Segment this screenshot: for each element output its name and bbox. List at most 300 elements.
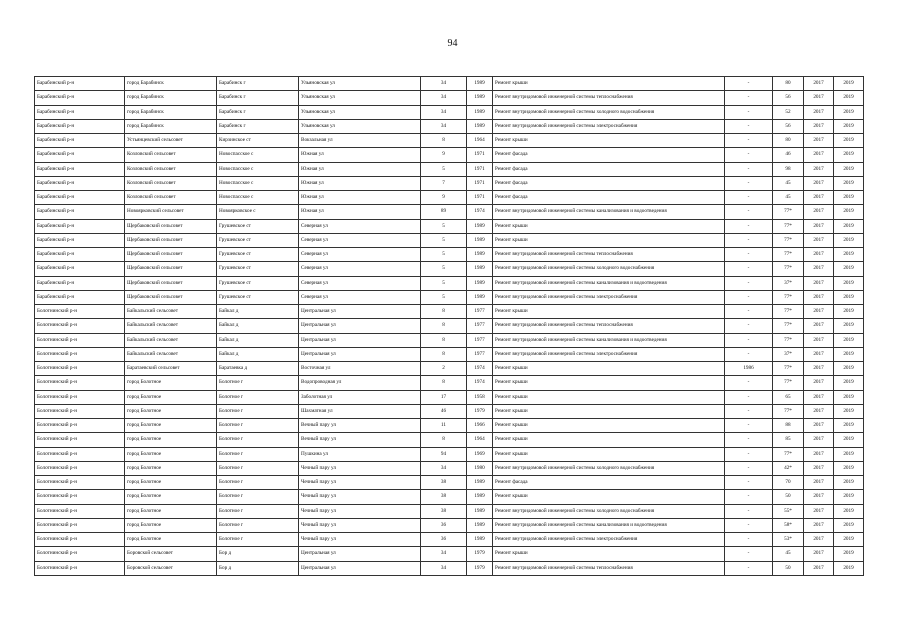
wear-percent-cell: 56 [773,91,804,105]
build-year-cell: 1977 [467,347,493,361]
street-cell: Шахматная ул [299,404,421,418]
district-cell: Барабинский р-н [35,205,125,219]
street-cell: Южная ул [299,191,421,205]
locality-cell: Болотное г [217,533,299,547]
locality-cell: Болотное г [217,404,299,418]
work-type-cell: Ремонт внутридомовой инженерной системы холодного водоснабжения [493,504,725,518]
house-number-cell: 9 [421,191,467,205]
district-cell: Барабинский р-н [35,105,125,119]
last-repair-cell: - [725,290,773,304]
street-cell: Пушкина ул [299,447,421,461]
wear-percent-cell: 77* [773,233,804,247]
last-repair-cell: - [725,561,773,575]
work-type-cell: Ремонт крыши [493,77,725,91]
plan-start-cell: 2017 [804,105,834,119]
district-cell: Болотнинский р-н [35,433,125,447]
plan-end-cell: 2019 [834,533,864,547]
table-row [35,419,864,433]
district-cell: Болотнинский р-н [35,419,125,433]
build-year-cell: 1989 [467,504,493,518]
table-row [35,248,864,262]
plan-end-cell: 2019 [834,91,864,105]
settlement-cell: город Болотное [125,404,217,418]
build-year-cell: 1977 [467,305,493,319]
plan-end-cell: 2019 [834,419,864,433]
house-number-cell: 46 [421,404,467,418]
build-year-cell: 1989 [467,518,493,532]
settlement-cell: город Болотное [125,476,217,490]
house-number-cell: 5 [421,248,467,262]
settlement-cell: город Барабинск [125,105,217,119]
build-year-cell: 1977 [467,319,493,333]
locality-cell: Баратаевка д [217,362,299,376]
plan-end-cell: 2019 [834,433,864,447]
last-repair-cell: - [725,91,773,105]
work-type-cell: Ремонт крыши [493,233,725,247]
plan-start-cell: 2017 [804,362,834,376]
table-row [35,305,864,319]
street-cell: Вечный пару ул [299,433,421,447]
work-type-cell: Ремонт фасада [493,191,725,205]
district-cell: Болотнинский р-н [35,319,125,333]
house-number-cell: 8 [421,134,467,148]
street-cell: Центральная ул [299,561,421,575]
locality-cell: Болотное г [217,476,299,490]
locality-cell: Барабинск г [217,119,299,133]
build-year-cell: 1974 [467,205,493,219]
table-row [35,276,864,290]
locality-cell: Грушевское ст [217,276,299,290]
plan-start-cell: 2017 [804,547,834,561]
plan-start-cell: 2017 [804,333,834,347]
plan-start-cell: 2017 [804,347,834,361]
street-cell: Чечный пару ул [299,490,421,504]
build-year-cell: 1979 [467,561,493,575]
house-number-cell: 34 [421,105,467,119]
settlement-cell: город Болотное [125,433,217,447]
plan-end-cell: 2019 [834,191,864,205]
settlement-cell: Баратаевский сельсовет [125,362,217,376]
plan-end-cell: 2019 [834,134,864,148]
repair-registry-table [34,76,864,576]
district-cell: Барабинский р-н [35,290,125,304]
plan-start-cell: 2017 [804,390,834,404]
table-row [35,176,864,190]
table-row [35,148,864,162]
plan-end-cell: 2019 [834,390,864,404]
street-cell: Водопроводная ул [299,376,421,390]
build-year-cell: 1989 [467,219,493,233]
house-number-cell: 8 [421,333,467,347]
street-cell: Центральная ул [299,333,421,347]
wear-percent-cell: 45 [773,176,804,190]
settlement-cell: Байкальский сельсовет [125,319,217,333]
locality-cell: Новоспасское с [217,148,299,162]
last-repair-cell: - [725,233,773,247]
work-type-cell: Ремонт крыши [493,305,725,319]
street-cell: Северная ул [299,276,421,290]
house-number-cell: 5 [421,233,467,247]
table-row [35,518,864,532]
plan-start-cell: 2017 [804,533,834,547]
build-year-cell: 1969 [467,447,493,461]
plan-start-cell: 2017 [804,419,834,433]
table-row [35,490,864,504]
work-type-cell: Ремонт крыши [493,390,725,404]
settlement-cell: Козловский сельсовет [125,162,217,176]
street-cell: Вечный пару ул [299,419,421,433]
last-repair-cell: - [725,77,773,91]
plan-end-cell: 2019 [834,305,864,319]
house-number-cell: 8 [421,433,467,447]
district-cell: Барабинский р-н [35,276,125,290]
table-row [35,191,864,205]
street-cell: Южная ул [299,176,421,190]
street-cell: Центральная ул [299,319,421,333]
last-repair-cell: 1986 [725,362,773,376]
district-cell: Барабинский р-н [35,91,125,105]
wear-percent-cell: 50 [773,561,804,575]
street-cell: Северная ул [299,262,421,276]
plan-end-cell: 2019 [834,476,864,490]
wear-percent-cell: 37* [773,347,804,361]
last-repair-cell: - [725,547,773,561]
wear-percent-cell: 70 [773,476,804,490]
work-type-cell: Ремонт внутридомовой инженерной системы теплоснабжения [493,319,725,333]
house-number-cell: 8 [421,376,467,390]
plan-start-cell: 2017 [804,191,834,205]
locality-cell: Бор д [217,561,299,575]
table-row [35,504,864,518]
wear-percent-cell: 77* [773,362,804,376]
plan-start-cell: 2017 [804,219,834,233]
build-year-cell: 1989 [467,490,493,504]
plan-end-cell: 2019 [834,518,864,532]
build-year-cell: 1989 [467,105,493,119]
settlement-cell: город Болотное [125,504,217,518]
work-type-cell: Ремонт внутридомовой инженерной системы канализования и водоотведения [493,205,725,219]
plan-end-cell: 2019 [834,119,864,133]
wear-percent-cell: 58* [773,518,804,532]
table-row [35,404,864,418]
work-type-cell: Ремонт фасада [493,476,725,490]
street-cell: Чечный пару ул [299,518,421,532]
district-cell: Болотнинский р-н [35,547,125,561]
table-row [35,390,864,404]
plan-start-cell: 2017 [804,476,834,490]
last-repair-cell: - [725,305,773,319]
work-type-cell: Ремонт внутридомовой инженерной системы электроснабжения [493,290,725,304]
plan-end-cell: 2019 [834,547,864,561]
build-year-cell: 1971 [467,148,493,162]
plan-start-cell: 2017 [804,77,834,91]
locality-cell: Болотное г [217,447,299,461]
settlement-cell: город Болотное [125,419,217,433]
work-type-cell: Ремонт крыши [493,490,725,504]
street-cell: Северная ул [299,248,421,262]
plan-end-cell: 2019 [834,77,864,91]
wear-percent-cell: 45 [773,191,804,205]
plan-end-cell: 2019 [834,333,864,347]
last-repair-cell: - [725,119,773,133]
plan-end-cell: 2019 [834,319,864,333]
street-cell: Ульяновская ул [299,105,421,119]
settlement-cell: город Болотное [125,533,217,547]
locality-cell: Болотное г [217,433,299,447]
settlement-cell: Байкальский сельсовет [125,333,217,347]
house-number-cell: 38 [421,490,467,504]
plan-end-cell: 2019 [834,404,864,418]
settlement-cell: город Болотное [125,390,217,404]
locality-cell: Бор д [217,547,299,561]
work-type-cell: Ремонт внутридомовой инженерной системы холодного водоснабжения [493,262,725,276]
plan-end-cell: 2019 [834,504,864,518]
plan-end-cell: 2019 [834,148,864,162]
build-year-cell: 1964 [467,134,493,148]
build-year-cell: 1964 [467,433,493,447]
wear-percent-cell: 42* [773,461,804,475]
locality-cell: Грушевское ст [217,262,299,276]
street-cell: Ульяновская ул [299,119,421,133]
work-type-cell: Ремонт внутридомовой инженерной системы канализования и водоотведения [493,518,725,532]
locality-cell: Байкал д [217,333,299,347]
wear-percent-cell: 77* [773,376,804,390]
work-type-cell: Ремонт крыши [493,362,725,376]
plan-end-cell: 2019 [834,447,864,461]
plan-start-cell: 2017 [804,205,834,219]
plan-end-cell: 2019 [834,205,864,219]
wear-percent-cell: 77* [773,447,804,461]
table-row [35,162,864,176]
plan-end-cell: 2019 [834,233,864,247]
table-row [35,233,864,247]
plan-start-cell: 2017 [804,305,834,319]
district-cell: Барабинский р-н [35,77,125,91]
plan-start-cell: 2017 [804,504,834,518]
page-number: 94 [447,38,458,49]
plan-end-cell: 2019 [834,347,864,361]
locality-cell: Болотное г [217,504,299,518]
district-cell: Болотнинский р-н [35,305,125,319]
plan-end-cell: 2019 [834,490,864,504]
wear-percent-cell: 65 [773,390,804,404]
district-cell: Барабинский р-н [35,248,125,262]
locality-cell: Байкал д [217,319,299,333]
plan-start-cell: 2017 [804,561,834,575]
street-cell: Чечный пару ул [299,476,421,490]
street-cell: Южная ул [299,162,421,176]
work-type-cell: Ремонт внутридомовой инженерной системы холодного водоснабжения [493,105,725,119]
wear-percent-cell: 77* [773,404,804,418]
settlement-cell: Щербаковский сельсовет [125,290,217,304]
locality-cell: Болотное г [217,376,299,390]
build-year-cell: 1977 [467,333,493,347]
table-row [35,205,864,219]
last-repair-cell: - [725,533,773,547]
district-cell: Болотнинский р-н [35,533,125,547]
wear-percent-cell: 55* [773,504,804,518]
street-cell: Чечный пару ул [299,504,421,518]
settlement-cell: город Барабинск [125,91,217,105]
plan-end-cell: 2019 [834,376,864,390]
build-year-cell: 1989 [467,233,493,247]
plan-end-cell: 2019 [834,290,864,304]
street-cell: Северная ул [299,290,421,304]
table-row [35,547,864,561]
build-year-cell: 1974 [467,362,493,376]
house-number-cell: 36 [421,518,467,532]
work-type-cell: Ремонт крыши [493,219,725,233]
settlement-cell: Устьянцевский сельсовет [125,134,217,148]
plan-start-cell: 2017 [804,148,834,162]
house-number-cell: 34 [421,547,467,561]
last-repair-cell: - [725,504,773,518]
last-repair-cell: - [725,176,773,190]
plan-start-cell: 2017 [804,262,834,276]
street-cell: Ульяновская ул [299,91,421,105]
plan-start-cell: 2017 [804,276,834,290]
build-year-cell: 1979 [467,404,493,418]
street-cell: Северная ул [299,233,421,247]
wear-percent-cell: 77* [773,205,804,219]
plan-start-cell: 2017 [804,404,834,418]
house-number-cell: 17 [421,390,467,404]
house-number-cell: 5 [421,262,467,276]
table-row [35,119,864,133]
work-type-cell: Ремонт фасада [493,162,725,176]
last-repair-cell: - [725,162,773,176]
district-cell: Барабинский р-н [35,191,125,205]
wear-percent-cell: 56 [773,119,804,133]
district-cell: Болотнинский р-н [35,504,125,518]
plan-start-cell: 2017 [804,319,834,333]
build-year-cell: 1971 [467,162,493,176]
house-number-cell: 5 [421,219,467,233]
district-cell: Барабинский р-н [35,262,125,276]
last-repair-cell: - [725,376,773,390]
plan-end-cell: 2019 [834,262,864,276]
table-row [35,262,864,276]
street-cell: Восточная ул [299,362,421,376]
last-repair-cell: - [725,518,773,532]
locality-cell: Новоспасское с [217,176,299,190]
table-row [35,461,864,475]
table-row [35,77,864,91]
table-row [35,134,864,148]
house-number-cell: 8 [421,319,467,333]
house-number-cell: 34 [421,91,467,105]
last-repair-cell: - [725,262,773,276]
table-row [35,333,864,347]
house-number-cell: 34 [421,461,467,475]
plan-start-cell: 2017 [804,433,834,447]
table-row [35,347,864,361]
last-repair-cell: - [725,404,773,418]
settlement-cell: город Болотное [125,376,217,390]
last-repair-cell: - [725,276,773,290]
settlement-cell: город Барабинск [125,77,217,91]
work-type-cell: Ремонт фасада [493,176,725,190]
build-year-cell: 1989 [467,91,493,105]
build-year-cell: 1989 [467,262,493,276]
wear-percent-cell: 77* [773,333,804,347]
build-year-cell: 1989 [467,533,493,547]
district-cell: Болотнинский р-н [35,461,125,475]
table-row [35,561,864,575]
settlement-cell: Байкальский сельсовет [125,347,217,361]
house-number-cell: 7 [421,176,467,190]
wear-percent-cell: 77* [773,290,804,304]
last-repair-cell: - [725,219,773,233]
table-row [35,290,864,304]
plan-start-cell: 2017 [804,518,834,532]
work-type-cell: Ремонт крыши [493,547,725,561]
house-number-cell: 5 [421,162,467,176]
build-year-cell: 1989 [467,119,493,133]
work-type-cell: Ремонт внутридомовой инженерной системы электроснабжения [493,119,725,133]
work-type-cell: Ремонт крыши [493,447,725,461]
build-year-cell: 1958 [467,390,493,404]
work-type-cell: Ремонт внутридомовой инженерной системы теплоснабжения [493,91,725,105]
last-repair-cell: - [725,205,773,219]
settlement-cell: город Болотное [125,447,217,461]
settlement-cell: город Болотное [125,518,217,532]
district-cell: Болотнинский р-н [35,447,125,461]
locality-cell: Байкал д [217,305,299,319]
district-cell: Болотнинский р-н [35,404,125,418]
wear-percent-cell: 45 [773,547,804,561]
plan-end-cell: 2019 [834,276,864,290]
wear-percent-cell: 46 [773,148,804,162]
table-row [35,105,864,119]
build-year-cell: 1966 [467,419,493,433]
settlement-cell: Козловский сельсовет [125,148,217,162]
locality-cell: Барабинск г [217,105,299,119]
build-year-cell: 1989 [467,276,493,290]
wear-percent-cell: 77* [773,319,804,333]
settlement-cell: Щербаковский сельсовет [125,248,217,262]
plan-start-cell: 2017 [804,490,834,504]
locality-cell: Новоярковское с [217,205,299,219]
build-year-cell: 1979 [467,547,493,561]
last-repair-cell: - [725,419,773,433]
locality-cell: Барабинск г [217,77,299,91]
table-row [35,91,864,105]
wear-percent-cell: 80 [773,134,804,148]
plan-start-cell: 2017 [804,447,834,461]
locality-cell: Грушевское ст [217,219,299,233]
last-repair-cell: - [725,390,773,404]
last-repair-cell: - [725,433,773,447]
last-repair-cell: - [725,134,773,148]
last-repair-cell: - [725,490,773,504]
plan-start-cell: 2017 [804,290,834,304]
locality-cell: Грушевское ст [217,290,299,304]
build-year-cell: 1989 [467,248,493,262]
house-number-cell: 89 [421,205,467,219]
house-number-cell: 9 [421,148,467,162]
plan-start-cell: 2017 [804,119,834,133]
settlement-cell: Щербаковский сельсовет [125,233,217,247]
street-cell: Центральная ул [299,305,421,319]
house-number-cell: 34 [421,561,467,575]
street-cell: Центральная ул [299,347,421,361]
settlement-cell: Козловский сельсовет [125,176,217,190]
last-repair-cell: - [725,461,773,475]
house-number-cell: 8 [421,347,467,361]
locality-cell: Барабинск г [217,91,299,105]
locality-cell: Новоспасское с [217,162,299,176]
